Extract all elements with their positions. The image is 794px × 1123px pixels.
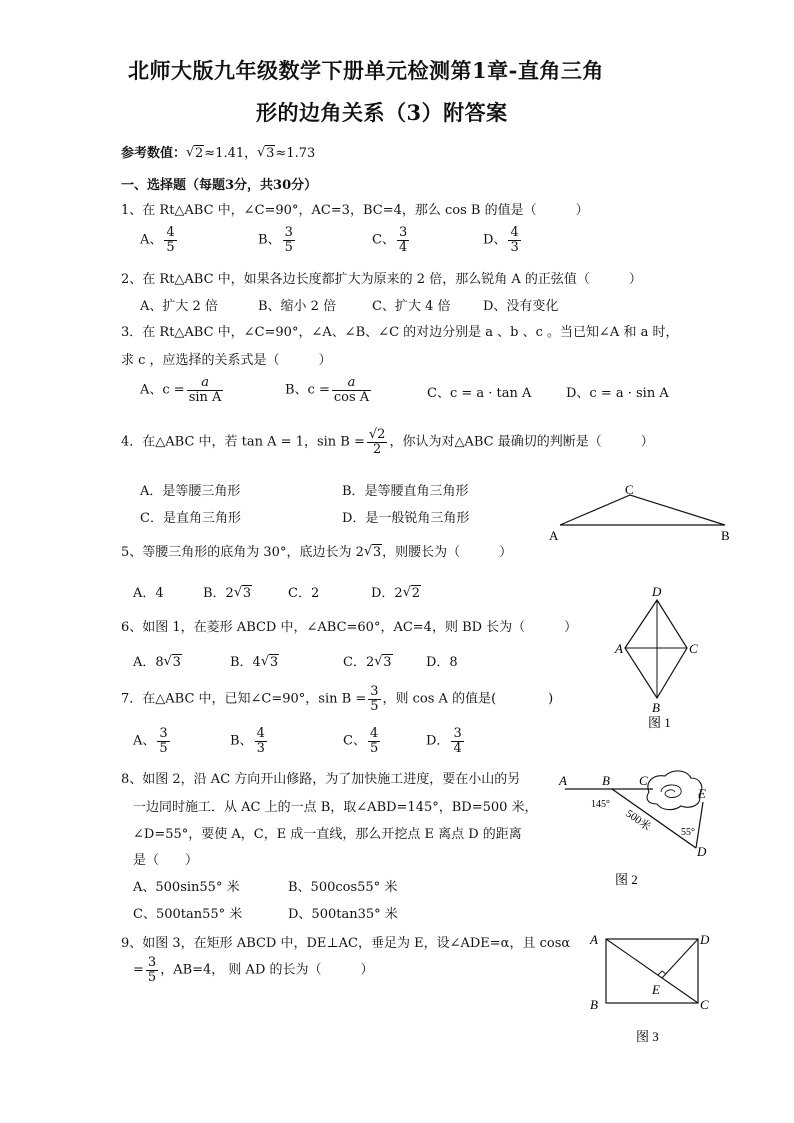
q8-option-c: C、500tan55° 米 bbox=[133, 907, 243, 922]
label-c: C bbox=[625, 482, 634, 497]
q3-option-c: C、c = a · tan A bbox=[427, 386, 532, 401]
q7-option-d: D． $\frac{3}{4}$ bbox=[426, 726, 462, 756]
mountain-contour bbox=[661, 785, 681, 798]
ref-sqrt2: √ 2 bbox=[186, 146, 204, 162]
label-a: A bbox=[590, 932, 598, 947]
perpendicular-de bbox=[662, 939, 698, 978]
segment-de bbox=[696, 802, 703, 848]
ref-label: 参考数值： bbox=[121, 146, 187, 161]
q8-option-a: A、500sin55° 米 bbox=[133, 880, 240, 895]
figure-3-rectangle bbox=[586, 925, 716, 1050]
q3-option-d: D、c = a · sin A bbox=[566, 386, 669, 401]
label-c: C bbox=[700, 997, 709, 1012]
q8-stem-line4: 是（ ） bbox=[133, 853, 199, 868]
q7-option-c: C、 $\frac{4}{5}$ bbox=[343, 726, 379, 756]
figure-2-mountain-road bbox=[557, 768, 717, 892]
q6-stem: 6、如图 1，在菱形 ABCD 中，∠ABC=60°，AC=4，则 BD 长为（ ） bbox=[121, 620, 578, 635]
q5-option-d: D．2√ 2 bbox=[371, 586, 421, 602]
q8-option-d: D、500tan35° 米 bbox=[288, 907, 398, 922]
page-title-line2: 形的边角关系（3）附答案 bbox=[256, 100, 508, 125]
q1-stem: 1、在 Rt△ABC 中，∠C=90°，AC=3，BC=4，那么 cos B 的值是（ ） bbox=[121, 203, 589, 218]
q6-option-b: B．4√ 3 bbox=[230, 655, 279, 671]
q4-option-c: C．是直角三角形 bbox=[140, 511, 241, 526]
label-d: D bbox=[700, 932, 710, 947]
q5-option-b: B．2√ 3 bbox=[203, 586, 252, 602]
triangle-outline bbox=[560, 495, 725, 525]
ref-sqrt3: √ 3 bbox=[257, 146, 275, 162]
q7-option-a: A、 $\frac{3}{5}$ bbox=[133, 726, 168, 756]
figure-2-caption: 图 2 bbox=[615, 872, 638, 887]
q5-option-a: A．4 bbox=[133, 586, 164, 601]
q8-stem-line1: 8、如图 2，沿 AC 方向开山修路，为了加快施工进度，要在小山的另 bbox=[121, 772, 521, 787]
label-b: B bbox=[721, 528, 730, 543]
length-500m: 500米 bbox=[623, 807, 653, 834]
q6-option-c: C．2√ 3 bbox=[343, 655, 393, 671]
q7-stem: 7．在△ABC 中，已知∠C=90°，sin B = $\frac{3}{5}$ ，则 cos A 的值是( ) bbox=[121, 684, 554, 714]
q4-option-b: B．是等腰直角三角形 bbox=[342, 484, 469, 499]
q3-option-a: A、c = $\frac{a}{\text{sin A}}$ bbox=[140, 375, 222, 405]
q2-option-d: D、没有变化 bbox=[483, 299, 559, 314]
label-e: E bbox=[652, 982, 660, 997]
q8-stem-line2: 一边同时施工．从 AC 上的一点 B，取∠ABD=145°，BD=500 米， bbox=[133, 800, 538, 815]
label-a: A bbox=[615, 641, 623, 656]
q9-stem-line2: = $\frac{3}{5}$ ，AB=4， 则 AD 的长为（ ） bbox=[133, 955, 374, 985]
label-d: D bbox=[652, 584, 662, 599]
figure-1-rhombus bbox=[612, 582, 702, 730]
q1-option-c: C、 $\frac{3}{4}$ bbox=[372, 225, 408, 255]
mountain-icon bbox=[647, 771, 702, 810]
q8-stem-line3: ∠D=55°，要使 A，C，E 成一直线，那么开挖点 E 离点 D 的距离 bbox=[133, 827, 522, 842]
q1-option-b: B、 $\frac{3}{5}$ bbox=[258, 225, 293, 255]
q6-option-d: D．8 bbox=[426, 655, 458, 670]
page-title-line1: 北师大版九年级数学下册单元检测第1章-直角三角 bbox=[128, 58, 604, 83]
q4-option-d: D．是一般锐角三角形 bbox=[342, 511, 470, 526]
q9-stem-line1: 9、如图 3，在矩形 ABCD 中，DE⊥AC，垂足为 E，设∠ADE=α，且 cosα bbox=[121, 936, 571, 951]
q7-option-b: B、 $\frac{4}{3}$ bbox=[230, 726, 265, 756]
q1-option-a: A、 $\frac{4}{5}$ bbox=[140, 225, 175, 255]
q1-option-d: D、 $\frac{4}{3}$ bbox=[483, 225, 519, 255]
q3-option-b: B、c = $\frac{a}{\text{cos A}}$ bbox=[285, 375, 370, 405]
label-d: D bbox=[697, 844, 707, 859]
section-heading: 一、选择题（每题3分，共30分） bbox=[121, 178, 318, 193]
rhombus-outline bbox=[625, 600, 687, 698]
figure-3-caption: 图 3 bbox=[636, 1029, 659, 1044]
figure-1-caption: 图 1 bbox=[648, 715, 671, 730]
label-e: E bbox=[698, 786, 706, 801]
angle-145: 145° bbox=[591, 799, 610, 810]
q3-stem-line1: 3．在 Rt△ABC 中，∠C=90°，∠A、∠B、∠C 的对边分别是 a 、b 、c 。当已知∠A 和 a 时， bbox=[121, 325, 679, 340]
label-b: B bbox=[602, 773, 610, 788]
q6-option-a: A．8√ 3 bbox=[133, 655, 182, 671]
reference-values bbox=[121, 146, 315, 162]
label-b: B bbox=[590, 997, 598, 1012]
q4-option-a: A．是等腰三角形 bbox=[140, 484, 241, 499]
label-a: A bbox=[559, 773, 567, 788]
ref-val1: ≈1.41， bbox=[204, 146, 258, 161]
q5-option-c: C．2 bbox=[288, 586, 320, 601]
label-a: A bbox=[549, 528, 559, 543]
ref-val2: ≈1.73 bbox=[275, 146, 316, 161]
q3-stem-line2: 求 c ，应选择的关系式是（ ） bbox=[121, 353, 332, 368]
label-c: C bbox=[689, 641, 698, 656]
q8-option-b: B、500cos55° 米 bbox=[288, 880, 398, 895]
label-b: B bbox=[652, 700, 660, 715]
q2-option-b: B、缩小 2 倍 bbox=[258, 299, 337, 314]
q4-stem: 4．在△ABC 中，若 tan A = 1，sin B = $\frac{√2}{2}$ ，你认为对△ABC 最确切的判断是（ ） bbox=[121, 427, 654, 457]
q2-stem: 2、在 Rt△ABC 中，如果各边长度都扩大为原来的 2 倍，那么锐角 A 的正弦值（ ） bbox=[121, 272, 642, 287]
q4-triangle-figure bbox=[545, 482, 740, 544]
q2-option-c: C、扩大 4 倍 bbox=[372, 299, 451, 314]
angle-55: 55° bbox=[681, 827, 695, 838]
q5-stem: 5、等腰三角形的底角为 30°，底边长为 2√ 3，则腰长为（ ） bbox=[121, 545, 512, 561]
label-c: C bbox=[639, 773, 648, 788]
q2-option-a: A、扩大 2 倍 bbox=[140, 299, 218, 314]
